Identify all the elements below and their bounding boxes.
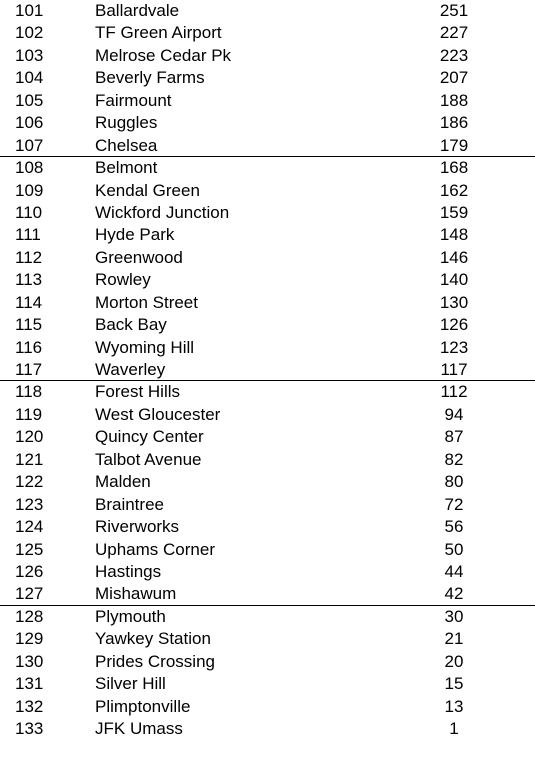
rank-cell: 121 <box>15 449 44 469</box>
station-name-cell: Wickford Junction <box>95 202 230 222</box>
table-row <box>0 112 535 134</box>
table-row <box>0 606 535 628</box>
rank-cell: 120 <box>15 427 44 447</box>
rank-cell: 111 <box>15 225 41 245</box>
rank-cell: 133 <box>15 719 44 738</box>
table-row <box>0 539 535 561</box>
count-cell: 13 <box>444 696 464 716</box>
rank-cell: 104 <box>15 68 44 88</box>
station-name-cell: Uphams Corner <box>95 539 215 559</box>
count-cell: 207 <box>439 68 469 88</box>
rank-cell: 113 <box>15 270 43 290</box>
count-cell: 117 <box>440 360 468 379</box>
table-row <box>0 247 535 269</box>
station-name-cell: TF Green Airport <box>95 23 222 43</box>
station-name-cell: Talbot Avenue <box>95 449 202 469</box>
station-name-cell: Greenwood <box>95 247 183 267</box>
rank-cell: 114 <box>15 292 43 312</box>
station-name-cell: Chelsea <box>95 135 158 155</box>
station-name-cell: Riverworks <box>95 517 180 537</box>
table-row <box>0 180 535 202</box>
count-cell: 123 <box>439 337 469 357</box>
count-cell: 94 <box>444 404 464 424</box>
station-name-cell: Forest Hills <box>95 382 181 402</box>
rank-cell: 106 <box>15 113 44 133</box>
rank-cell: 126 <box>15 561 44 581</box>
station-name-cell: Kendal Green <box>95 180 200 200</box>
rank-cell: 108 <box>15 158 44 178</box>
count-cell: 30 <box>444 606 464 626</box>
count-cell: 87 <box>444 427 464 447</box>
count-cell: 82 <box>444 449 464 469</box>
count-cell: 130 <box>439 292 469 312</box>
station-name-cell: Plymouth <box>95 606 166 626</box>
station-name-cell: Waverley <box>95 360 166 379</box>
rank-cell: 112 <box>15 247 43 267</box>
count-cell: 50 <box>444 539 464 559</box>
rank-cell: 131 <box>15 674 44 694</box>
count-cell: 1 <box>449 719 459 738</box>
count-cell: 162 <box>439 180 469 200</box>
rank-cell: 105 <box>15 90 44 110</box>
station-name-cell: JFK Umass <box>95 719 183 738</box>
count-cell: 72 <box>444 494 464 514</box>
count-cell: 148 <box>439 225 469 245</box>
rank-cell: 122 <box>15 472 44 492</box>
count-cell: 188 <box>439 90 469 110</box>
table-row <box>0 583 535 605</box>
station-name-cell: Belmont <box>95 158 158 178</box>
station-name-cell: Morton Street <box>95 292 198 312</box>
rank-cell: 123 <box>15 494 44 514</box>
table-row <box>0 628 535 650</box>
rank-cell: 119 <box>15 404 43 424</box>
table-row <box>0 337 535 359</box>
rank-cell: 117 <box>15 360 43 379</box>
station-name-cell: Malden <box>95 472 151 492</box>
station-name-cell: Fairmount <box>95 90 172 110</box>
table-row <box>0 494 535 516</box>
rank-cell: 102 <box>15 23 44 43</box>
count-cell: 20 <box>444 651 464 671</box>
station-name-cell: Quincy Center <box>95 427 204 447</box>
station-name-cell: Silver Hill <box>95 674 166 694</box>
table-row <box>0 359 535 381</box>
station-name-cell: Ruggles <box>95 113 158 133</box>
table-row <box>0 157 535 179</box>
table-row <box>0 404 535 426</box>
rank-cell: 116 <box>15 337 43 357</box>
table-row <box>0 224 535 246</box>
station-name-cell: Wyoming Hill <box>95 337 195 357</box>
table-row <box>0 202 535 224</box>
table-row <box>0 22 535 44</box>
station-name-cell: Ballardvale <box>95 1 180 20</box>
rank-cell: 125 <box>15 539 44 559</box>
rank-cell: 129 <box>15 629 44 649</box>
count-cell: 146 <box>439 247 469 267</box>
count-cell: 186 <box>439 113 469 133</box>
count-cell: 80 <box>444 472 464 492</box>
rank-cell: 132 <box>15 696 44 716</box>
rank-cell: 124 <box>15 517 44 537</box>
station-name-cell: Beverly Farms <box>95 68 205 88</box>
rank-cell: 127 <box>15 584 44 604</box>
table-row <box>0 90 535 112</box>
station-name-cell: Prides Crossing <box>95 651 215 671</box>
count-cell: 56 <box>444 517 464 537</box>
rank-cell: 107 <box>15 135 44 155</box>
table-row <box>0 135 535 157</box>
table-row <box>0 651 535 673</box>
station-name-cell: Yawkey Station <box>95 629 211 649</box>
station-name-cell: Hyde Park <box>95 225 175 245</box>
table-row <box>0 449 535 471</box>
count-cell: 179 <box>439 135 469 155</box>
table-row <box>0 696 535 718</box>
station-name-cell: Rowley <box>95 270 151 290</box>
table-row <box>0 516 535 538</box>
count-cell: 159 <box>439 202 469 222</box>
count-cell: 21 <box>444 629 464 649</box>
station-name-cell: Braintree <box>95 494 164 514</box>
count-cell: 126 <box>439 315 469 335</box>
station-name-cell: Plimptonville <box>95 696 191 716</box>
count-cell: 223 <box>439 45 469 65</box>
table-row <box>0 718 535 740</box>
rank-cell: 109 <box>15 180 44 200</box>
table-row <box>0 471 535 493</box>
station-name-cell: Mishawum <box>95 584 177 604</box>
table-row <box>0 45 535 67</box>
count-cell: 168 <box>439 158 469 178</box>
station-name-cell: Melrose Cedar Pk <box>95 45 232 65</box>
rank-cell: 103 <box>15 45 44 65</box>
rank-cell: 101 <box>15 1 44 20</box>
count-cell: 112 <box>440 382 468 402</box>
count-cell: 44 <box>444 561 464 581</box>
station-name-cell: Back Bay <box>95 315 167 335</box>
table-row <box>0 381 535 403</box>
count-cell: 251 <box>439 1 469 20</box>
table-row <box>0 269 535 291</box>
rank-cell: 115 <box>15 315 43 335</box>
station-name-cell: West Gloucester <box>95 404 221 424</box>
count-cell: 42 <box>444 584 464 604</box>
rank-cell: 118 <box>15 382 43 402</box>
table-row <box>0 67 535 89</box>
station-name-cell: Hastings <box>95 561 162 581</box>
count-cell: 227 <box>439 23 469 43</box>
count-cell: 140 <box>439 270 469 290</box>
table-row <box>0 673 535 695</box>
rank-cell: 130 <box>15 651 44 671</box>
rank-cell: 128 <box>15 606 44 626</box>
rank-cell: 110 <box>15 202 43 222</box>
table-row <box>0 561 535 583</box>
table-row <box>0 292 535 314</box>
table-row <box>0 0 535 22</box>
count-cell: 15 <box>444 674 464 694</box>
table-row <box>0 314 535 336</box>
table-row <box>0 426 535 448</box>
